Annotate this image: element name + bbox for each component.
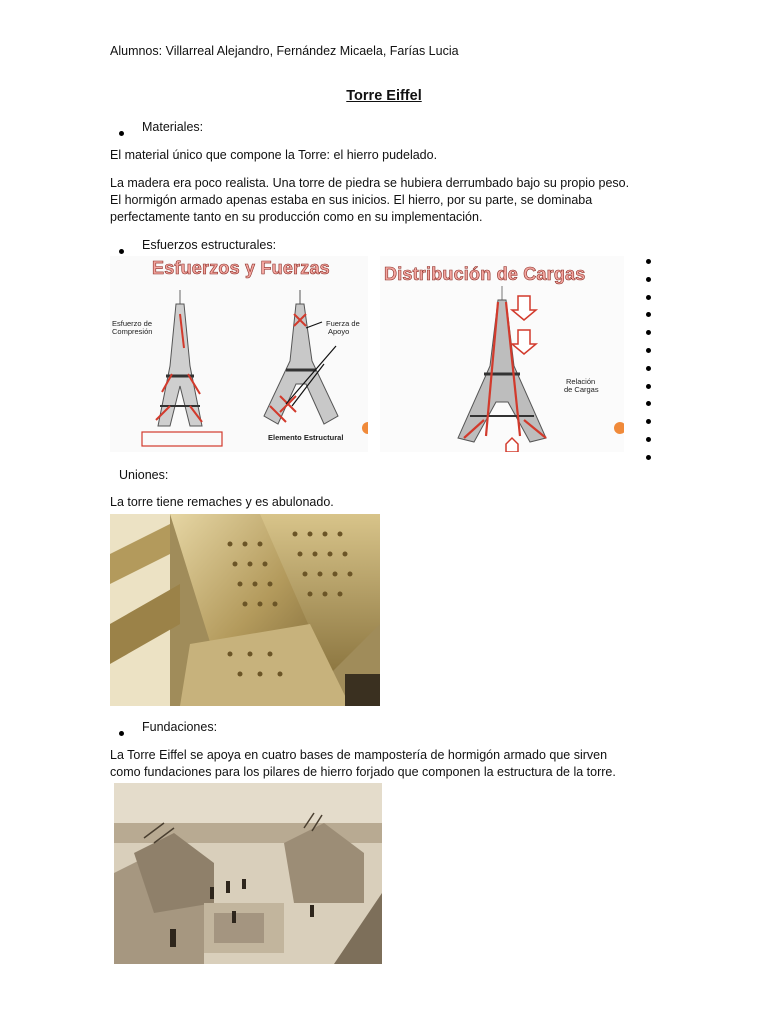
tower-stress-diagram (110, 256, 368, 452)
figure-title: Distribución de Cargas (384, 264, 586, 284)
paragraph-line: La madera era poco realista. Una torre de piedra se hubiera derrumbado bajo su propio peso. (110, 176, 630, 190)
photo-riveted-joint (110, 514, 380, 706)
label-fuerza-apoyo-1: Fuerza de (326, 319, 360, 328)
students-line: Alumnos: Villarreal Alejandro, Fernández Micaela, Farías Lucia (110, 44, 459, 58)
label-esfuerzo-compresion-1: Esfuerzo de (112, 319, 153, 328)
paragraph-line: La Torre Eiffel se apoya en cuatro bases de mampostería de hormigón armado que sirven (110, 748, 608, 762)
label-fuerza-apoyo-2: Apoyo (328, 327, 350, 336)
tower-load-diagram (380, 256, 624, 452)
heading-fundaciones: Fundaciones: (142, 720, 218, 734)
side-bullet-column (646, 259, 651, 473)
paragraph-material-unico: El material único que compone la Torre: el hierro pudelado. (110, 148, 438, 162)
paragraph-line: El hormigón armado apenas estaba en sus inicios. El hierro, por su parte, se dominaba (110, 193, 593, 207)
bullet-dot (119, 125, 124, 139)
label-relacion-cargas-1: Relación (566, 377, 596, 386)
bullet-dot (119, 243, 124, 257)
figure-distribucion-cargas (380, 256, 624, 452)
paragraph-line: como fundaciones para los pilares de hierro forjado que componen la estructura de la torre. (110, 765, 616, 779)
paragraph-line: perfectamente tanto en su producción como en su implementación. (110, 210, 483, 224)
figure-title: Esfuerzos y Fuerzas (152, 258, 330, 278)
paragraph-uniones: La torre tiene remaches y es abulonado. (110, 495, 334, 509)
label-relacion-cargas-2: de Cargas (564, 385, 599, 394)
bullet-dot (119, 725, 124, 739)
heading-materiales: Materiales: (142, 120, 204, 134)
photo-foundations (114, 783, 382, 964)
heading-esfuerzos: Esfuerzos estructurales: (142, 238, 277, 252)
heading-uniones: Uniones: (119, 468, 169, 482)
figure-esfuerzos-fuerzas (110, 256, 368, 452)
page-title: Torre Eiffel (346, 88, 422, 104)
label-esfuerzo-compresion-2: Compresión (112, 327, 153, 336)
label-elemento-estructural: Elemento Estructural (268, 433, 344, 442)
